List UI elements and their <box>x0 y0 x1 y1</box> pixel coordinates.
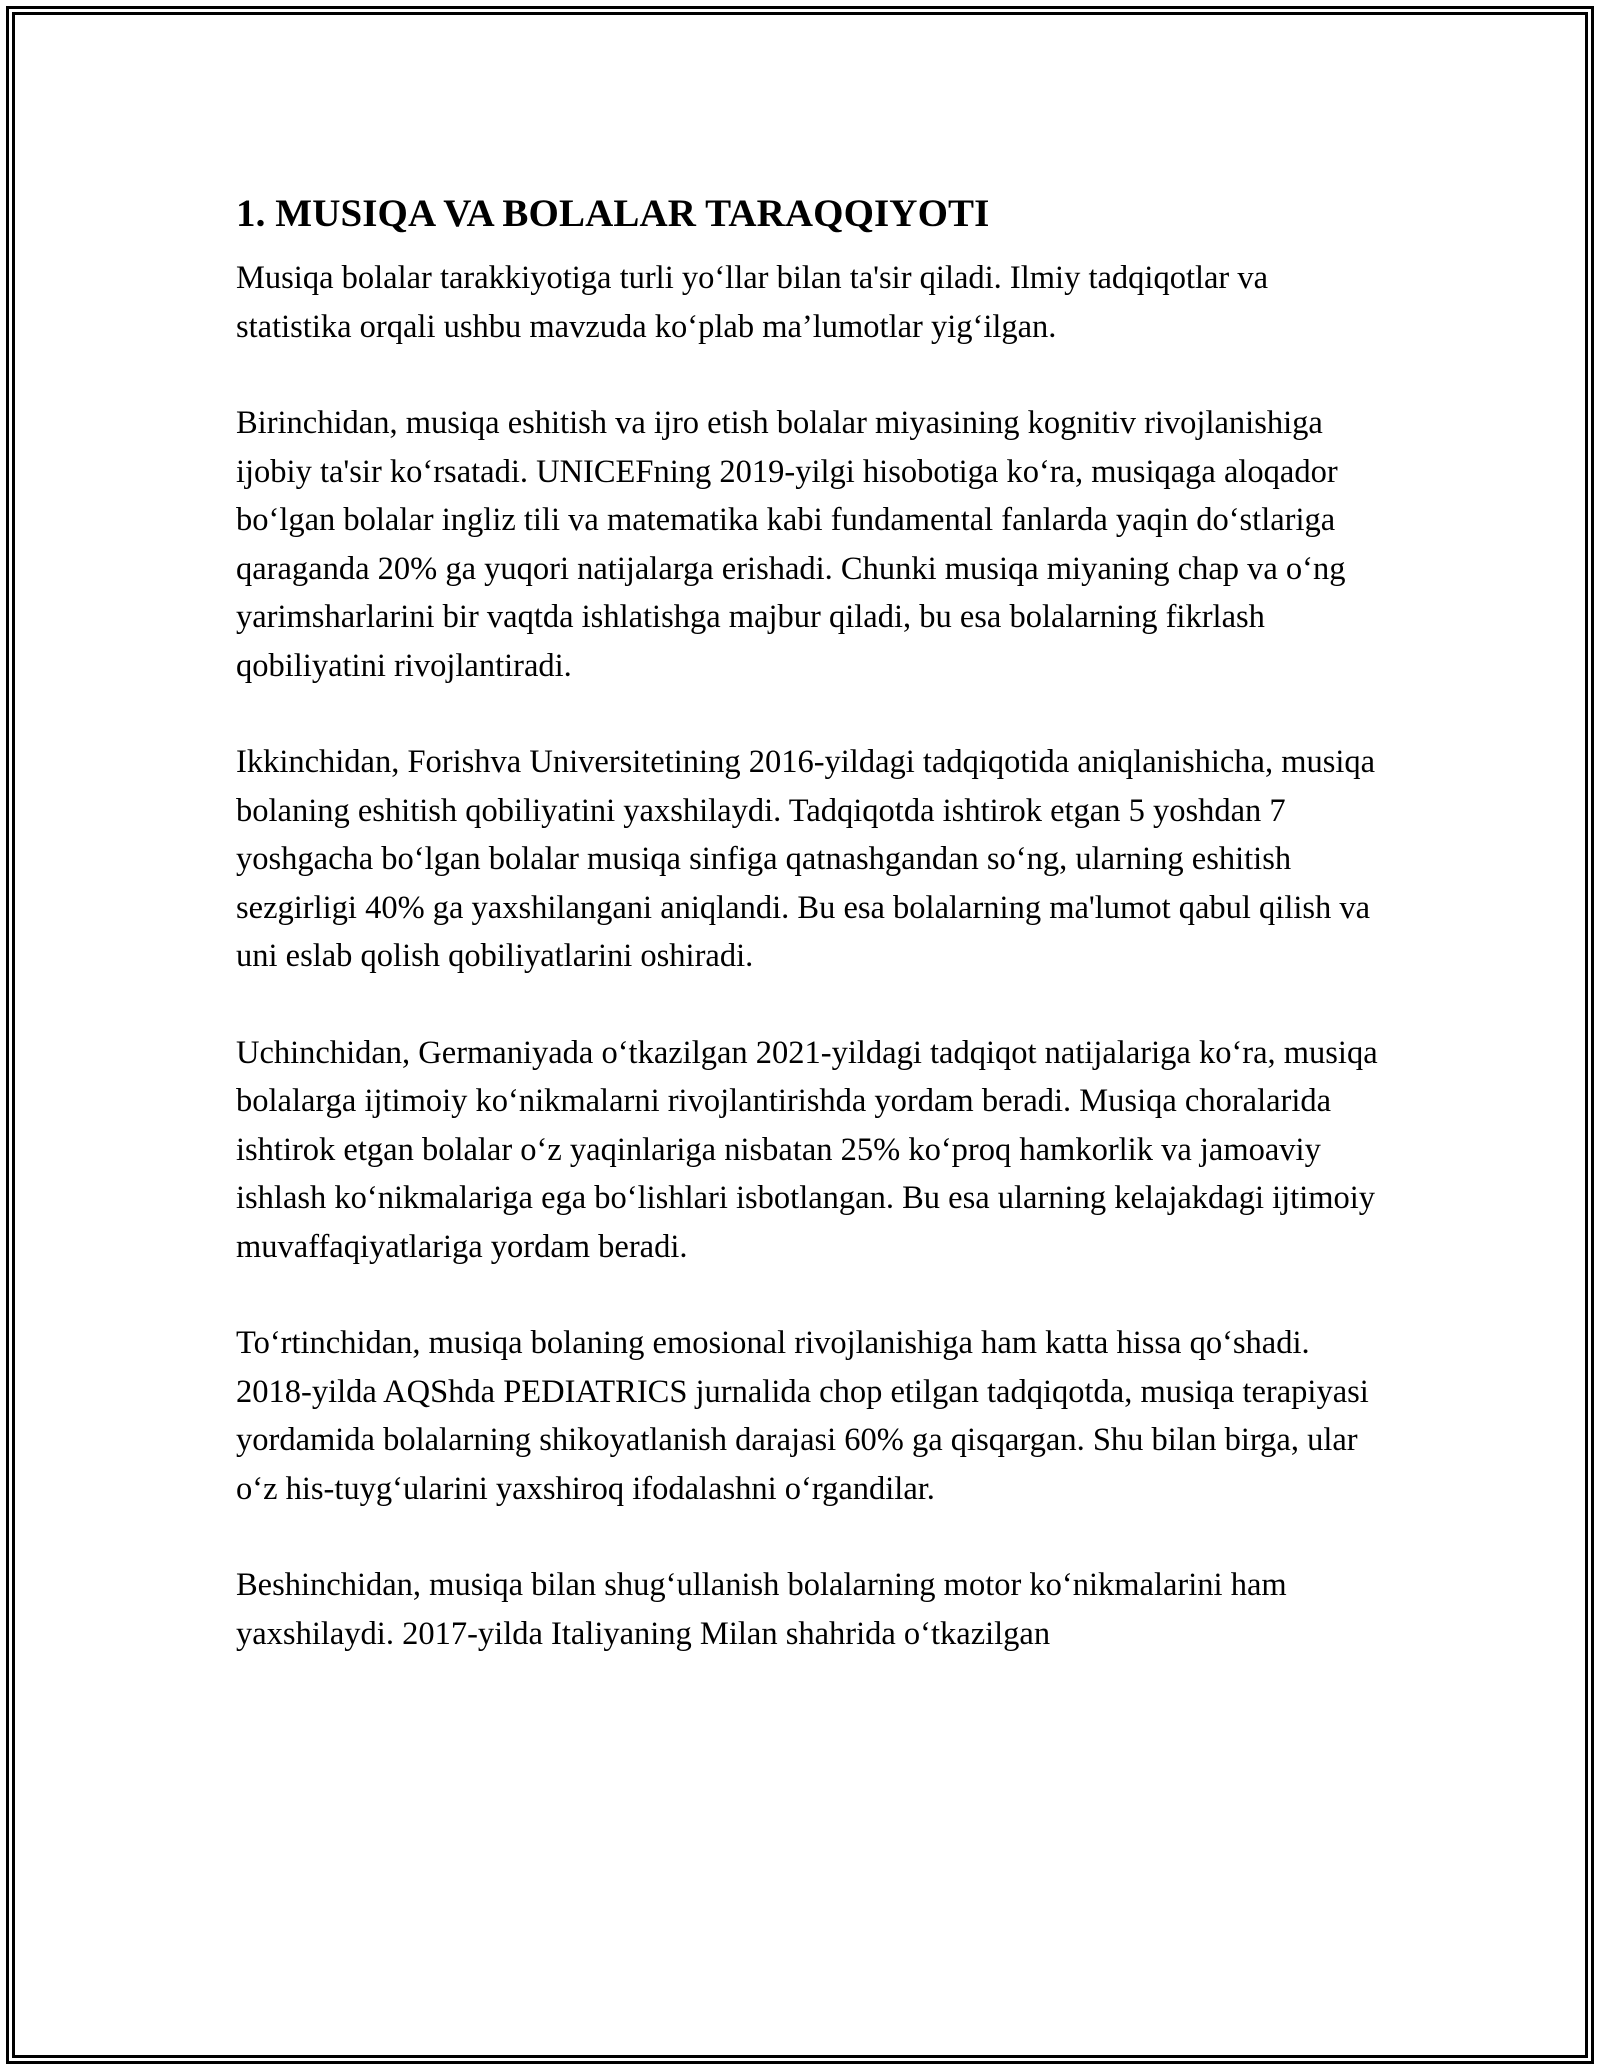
document-body <box>236 188 1386 1658</box>
paragraph-second: Ikkinchidan, Forishva Universitetining 2016-yildagi tadqiqotida aniqlanishicha, musiqa bolaning eshitish qobiliyatini yaxshilaydi. Tadqiqotda ishtirok etgan 5 yoshdan 7 yoshgacha bo‘lgan bolalar musiqa sinfiga qatnashgandan so‘ng, ularning eshitish sezgirligi 40% ga yaxshilangani aniqlandi. Bu esa bolalarning ma'lumot qabul qilish va uni eslab qolish qobiliyatlarini oshiradi. <box>236 744 1376 974</box>
paragraph-first: Birinchidan, musiqa eshitish va ijro etish bolalar miyasining kognitiv rivojlanishiga ijobiy ta'sir ko‘rsatadi. UNICEFning 2019-yilgi hisobotiga ko‘ra, musiqaga aloqador bo‘lgan bolalar ingliz tili va matematika kabi fundamental fanlarda yaqin do‘stlariga qaraganda 20% ga yuqori natijalarga erishadi. Chunki musiqa miyaning chap va o‘ng yarimsharlarini bir vaqtda ishlatishga majbur qiladi, bu esa bolalarning fikrlash qobiliyatini rivojlantiradi. <box>236 405 1346 684</box>
paragraph-fifth: Beshinchidan, musiqa bilan shug‘ullanish bolalarning motor ko‘nikmalarini ham yaxshilaydi. 2017-yilda Italiyaning Milan shahrida o‘tkazilgan <box>236 1567 1287 1652</box>
paragraph-third: Uchinchidan, Germaniyada o‘tkazilgan 2021-yildagi tadqiqot natijalariga ko‘ra, musiqa bolalarga ijtimoiy ko‘nikmalarni rivojlantirishda yordam beradi. Musiqa choralarida ishtirok etgan bolalar o‘z yaqinlariga nisbatan 25% ko‘proq hamkorlik va jamoaviy ishlash ko‘nikmalariga ega bo‘lishlari isbotlangan. Bu esa ularning kelajakdagi ijtimoiy muvaffaqiyatlariga yordam beradi. <box>236 1034 1378 1265</box>
paragraph-fourth: To‘rtinchidan, musiqa bolaning emosional rivojlanishiga ham katta hissa qo‘shadi. 2018-yilda AQShda PEDIATRICS jurnalida chop etilgan tadqiqotda, musiqa terapiyasi yordamida bolalarning shikoyatlanish darajasi 60% ga qisqargan. Shu bilan birga, ular o‘z his-tuyg‘ularini yaxshiroq ifodalashni o‘rgandilar. <box>236 1325 1369 1507</box>
paragraph-intro: Musiqa bolalar tarakkiyotiga turli yo‘llar bilan ta'sir qiladi. Ilmiy tadqiqotlar va statistika orqali ushbu mavzuda ko‘plab ma’lumotlar yig‘ilgan. <box>236 260 1269 345</box>
section-heading: 1. MUSIQA VA BOLALAR TARAQQIYOTI <box>236 192 990 235</box>
